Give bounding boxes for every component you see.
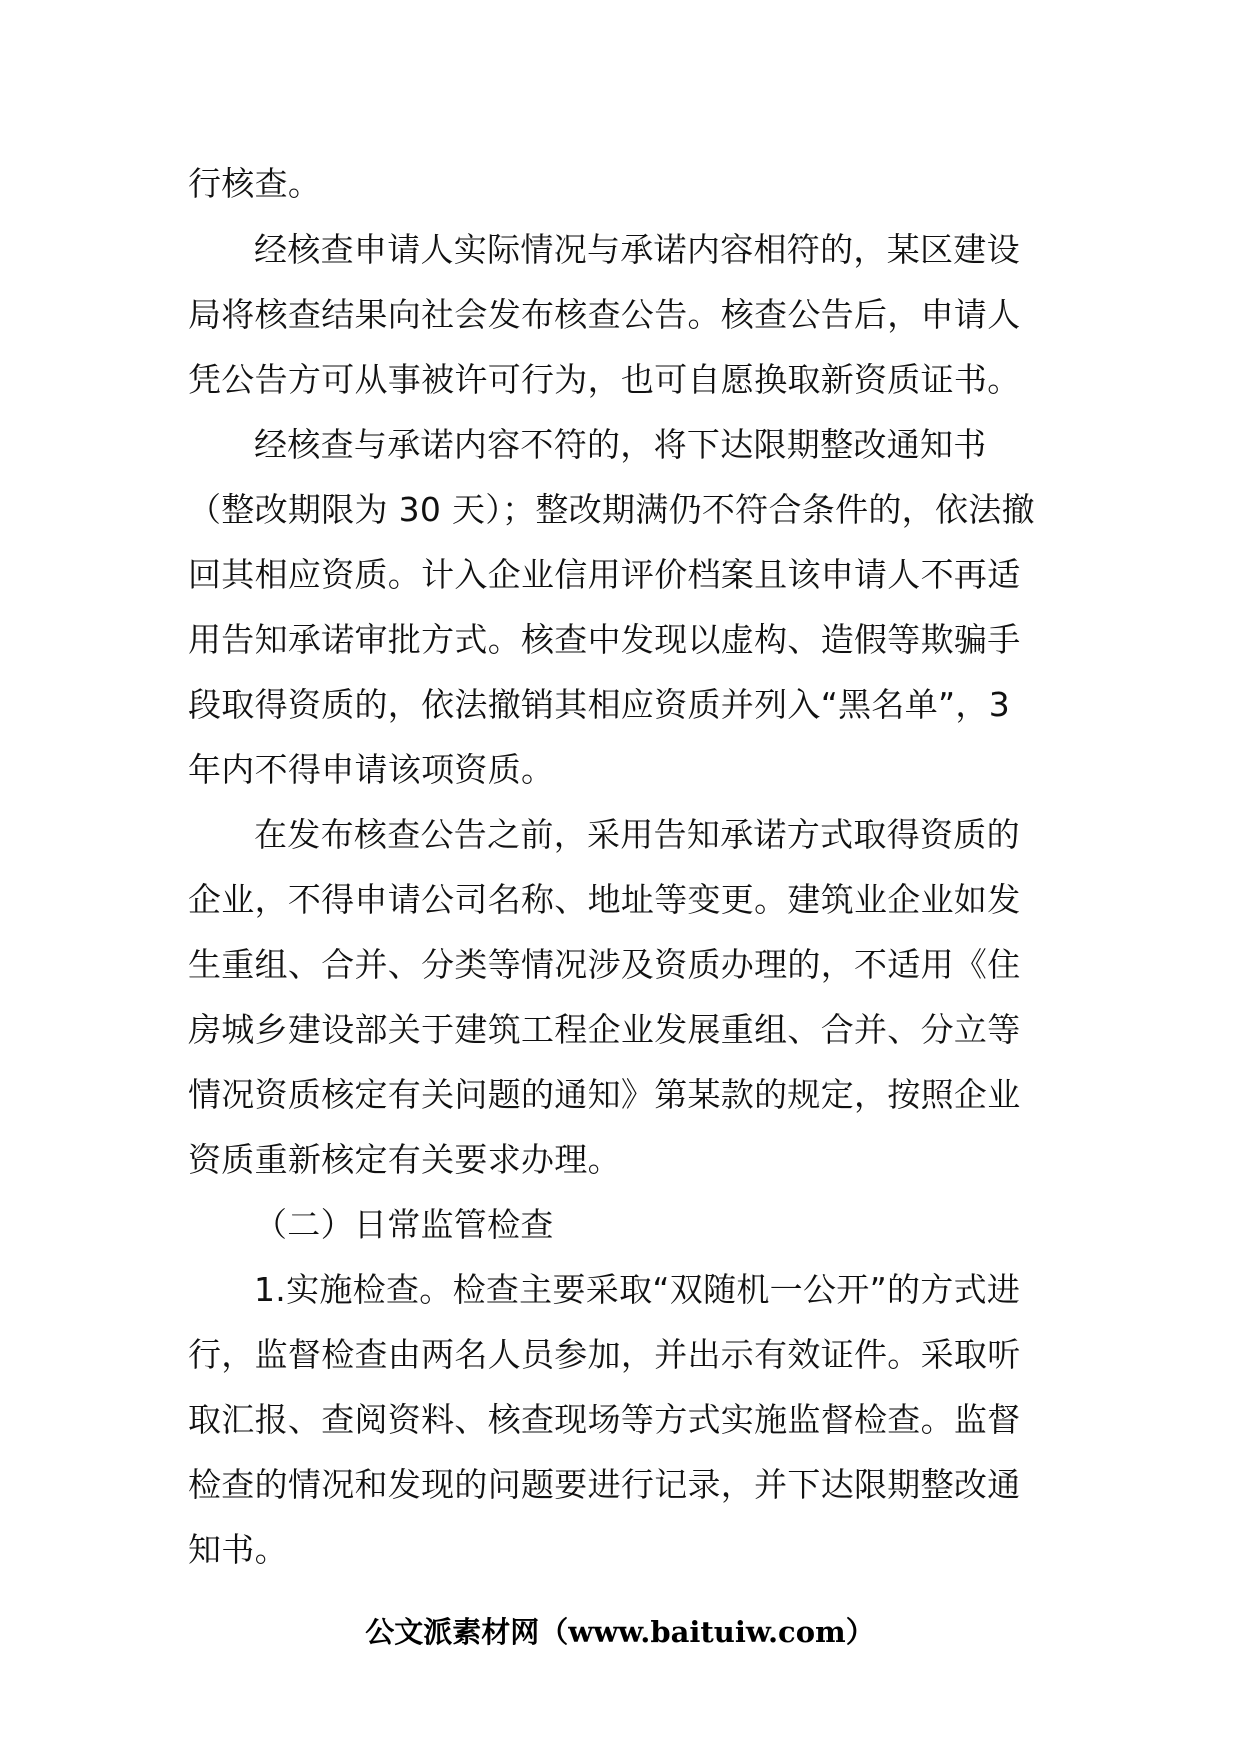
text-line-15: 情况资质核定有关问题的通知》第某款的规定，按照企业: [188, 1075, 1021, 1114]
text-line-14: 房城乡建设部关于建筑工程企业发展重组、合并、分立等: [188, 1010, 1021, 1049]
text-line-3: 局将核查结果向社会发布核查公告。核查公告后，申请人: [188, 295, 1021, 334]
text-line-13: 生重组、合并、分类等情况涉及资质办理的，不适用《住: [188, 945, 1021, 984]
text-line-11: 在发布核查公告之前，采用告知承诺方式取得资质的: [254, 815, 1020, 854]
text-line-10: 年内不得申请该项资质。: [188, 750, 555, 789]
text-line-4: 凭公告方可从事被许可行为，也可自愿换取新资质证书。: [188, 360, 1021, 399]
text-line-5: 经核查与承诺内容不符的，将下达限期整改通知书: [254, 425, 987, 464]
text-line-6: （整改期限为 30 天）；整改期满仍不符合条件的，依法撤: [188, 490, 1035, 529]
text-line-22: 知书。: [188, 1530, 288, 1569]
text-line-2: 经核查申请人实际情况与承诺内容相符的，某区建设: [254, 230, 1020, 269]
footer-watermark: 公文派素材网（www.baituiw.com）: [365, 1615, 875, 1649]
text-line-9: 段取得资质的，依法撤销其相应资质并列入“黑名单”，3: [188, 685, 1010, 724]
text-line-12: 企业，不得申请公司名称、地址等变更。建筑业企业如发: [188, 880, 1021, 919]
text-line-8: 用告知承诺审批方式。核查中发现以虚构、造假等欺骗手: [188, 620, 1021, 659]
text-line-16: 资质重新核定有关要求办理。: [188, 1140, 621, 1179]
text-line-21: 检查的情况和发现的问题要进行记录，并下达限期整改通: [188, 1465, 1021, 1504]
text-line-18: 1.实施检查。检查主要采取“双随机一公开”的方式进: [254, 1270, 1021, 1309]
text-line-20: 取汇报、查阅资料、核查现场等方式实施监督检查。监督: [188, 1400, 1021, 1439]
text-line-7: 回其相应资质。计入企业信用评价档案且该申请人不再适: [188, 555, 1021, 594]
text-line-1: 行核查。: [188, 164, 322, 203]
section-heading: （二）日常监管检查: [254, 1205, 554, 1244]
text-line-19: 行，监督检查由两名人员参加，并出示有效证件。采取听: [188, 1335, 1021, 1374]
